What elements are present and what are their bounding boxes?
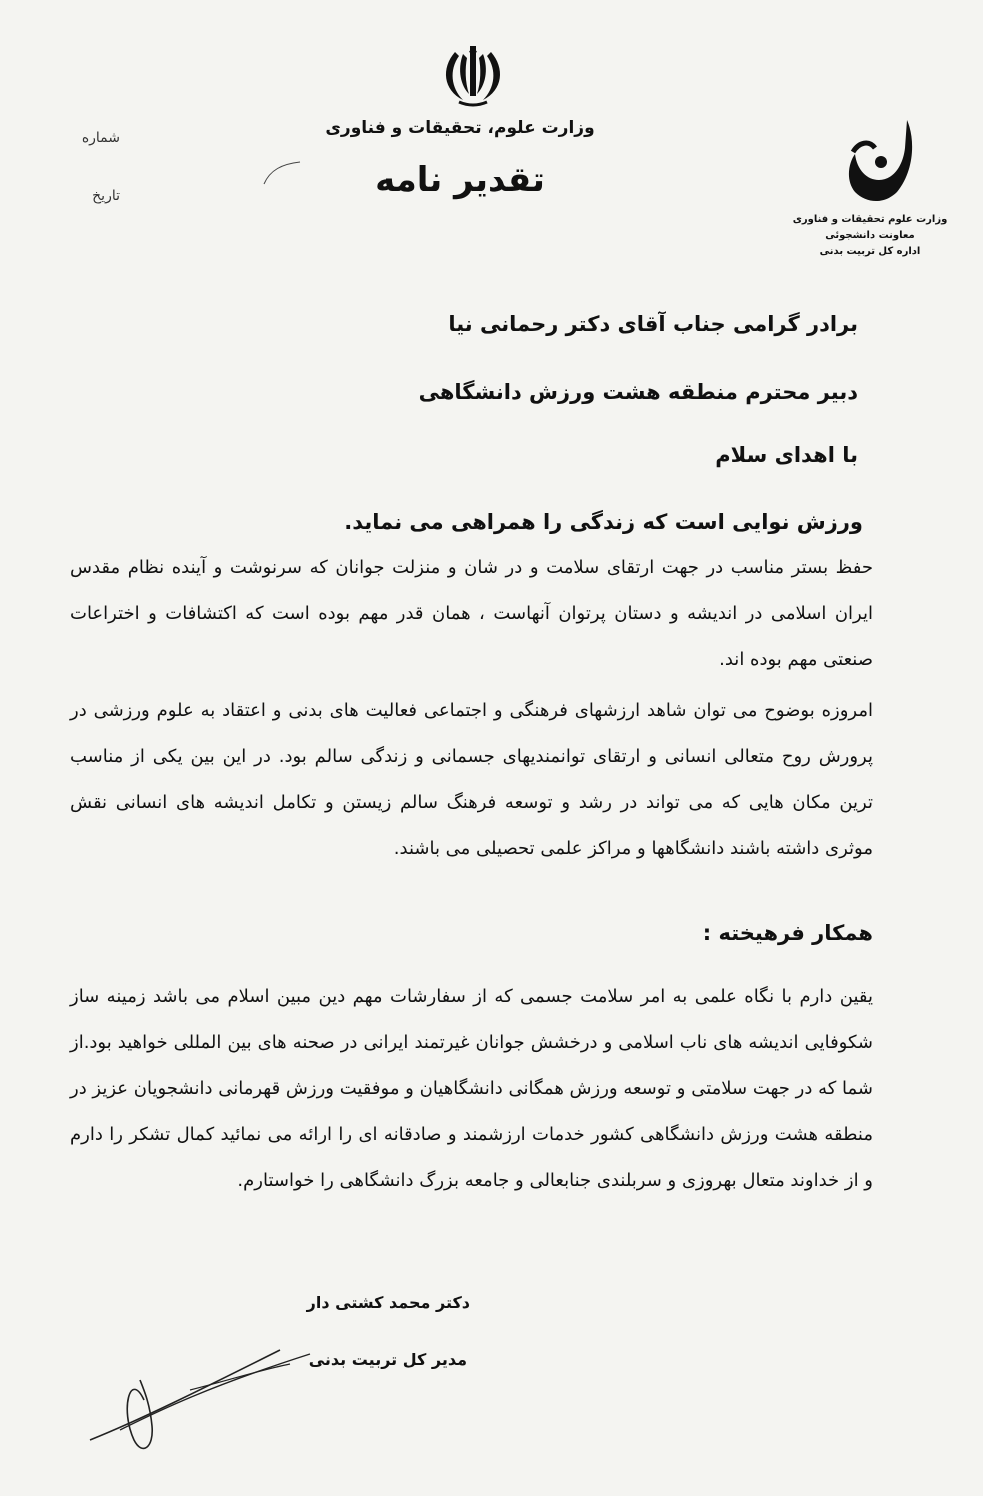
logo-caption <box>780 212 960 260</box>
iran-emblem-icon <box>433 40 513 110</box>
pen-stroke-mark <box>262 160 302 186</box>
body-paragraph-1: حفظ بستر مناسب در جهت ارتقای سلامت و در شان و منزلت جوانان که سرنوشت و آینده نظام مقدس ایران اسلامی در اندیشه و دستان پرتوان آنهاست ، همان قدر مهم بوده است که اکتشافات و اختراعات صنعتی مهم بوده اند. <box>70 557 873 670</box>
logo-caption-line: وزارت علوم تحقیقات و فناوری <box>792 214 948 225</box>
signer-name: دکتر محمد کشتی دار <box>306 1293 470 1312</box>
logo-caption-line: اداره کل تربیت بدنی <box>819 246 921 257</box>
recipient-position: دبیر محترم منطقه هشت ورزش دانشگاهی <box>418 380 858 404</box>
physical-education-logo-icon <box>845 118 917 210</box>
recipient-line: برادر گرامی جناب آقای دکتر رحمانی نیا <box>448 312 858 336</box>
handwritten-signature <box>80 1330 320 1460</box>
body-paragraph-3: یقین دارم با نگاه علمی به امر سلامت جسمی که از سفارشات مهم دین مبین اسلام می باشد زمینه ساز شکوفایی اندیشه های ناب اسلامی و درخشش جوانان غیرتمند ایرانی در صحنه های بین المللی خواهید بود.از شما که در جهت سلامتی و توسعه ورزش همگانی دانشگاهیان و موفقیت ورزش قهرمانی دانشجویان عزیز در منطقه هشت ورزش دانشگاهی کشور خدمات ارزشمند و صادقانه ای را ارائه می نمائید کمال تشکر را دارم و از خداوند متعال بهروزی و سربلندی جنابعالی و جامعه بزرگ دانشگاهی را خواستارم. <box>70 986 873 1191</box>
section-heading: همکار فرهیخته : <box>702 921 873 945</box>
salutation: با اهدای سلام <box>715 443 858 467</box>
signer-title: مدیر کل تربیت بدنی <box>308 1350 467 1369</box>
document-title: تقدیر نامه <box>375 160 545 200</box>
motto-line: ورزش نوایی است که زندگی را همراهی می نماید. <box>344 510 863 534</box>
number-label: شماره <box>81 130 120 146</box>
ministry-name: وزارت علوم، تحقیقات و فناوری <box>325 118 595 138</box>
logo-caption-line: معاونت دانشجوئی <box>825 230 915 241</box>
date-label: تاریخ <box>92 188 120 204</box>
body-paragraph-2: امروزه بوضوح می توان شاهد ارزشهای فرهنگی و اجتماعی فعالیت های بدنی و اعتقاد به علوم ورزشی در پرورش روح متعالی انسانی و ارتقای توانمندیهای جسمانی و زندگی سالم بود. در این بین یکی از مناسب ترین مکان هایی که می تواند در رشد و توسعه فرهنگ سالم زیستن و تکامل اندیشه های انسانی نقش موثری داشته باشند دانشگاهها و مراکز علمی تحصیلی می باشند. <box>70 700 873 859</box>
